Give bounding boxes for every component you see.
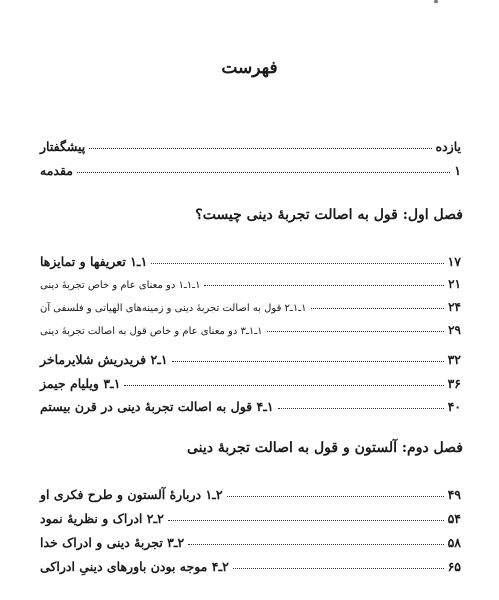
- dot-leader: [204, 284, 444, 286]
- entry-page: ۴۰: [447, 399, 461, 414]
- entry-label: ۲ـ۴ موجه بودن باورهای دینیِ ادراکی: [40, 559, 229, 574]
- dot-leader: [227, 495, 444, 497]
- chapter-heading[interactable]: فصل دوم: آلستون و قول به اصالت تجربهٔ دینی: [186, 440, 463, 456]
- dot-leader: [188, 543, 443, 545]
- entry-page: ۶۵: [447, 559, 461, 574]
- toc-entry[interactable]: [36, 556, 463, 574]
- entry-page: ۵۴: [447, 511, 461, 526]
- dot-leader: [311, 307, 445, 309]
- ink-speck: [434, 0, 438, 3]
- entry-page: ۳۲: [447, 352, 461, 367]
- entry-label: ۱ـ۱ـ۱ دو معنای عام و خاص تجربهٔ دینی: [40, 280, 201, 291]
- entry-label: مقدمه: [40, 163, 73, 178]
- dot-leader: [233, 567, 444, 569]
- entry-label: ۱ـ۱ـ۲ قول به اصالت تجربهٔ دینی و زمینه‌های الهیاتی و فلسفی آن: [40, 303, 307, 314]
- toc-entry[interactable]: [36, 508, 463, 526]
- dot-leader: [278, 407, 444, 409]
- entry-page: ۲۴: [448, 300, 461, 314]
- entry-page: یازده: [435, 139, 461, 154]
- entry-label: ۲ـ۲ ادراک و نظریهٔ نمود: [40, 511, 164, 526]
- toc-entry[interactable]: [36, 373, 463, 391]
- toc-entry[interactable]: [36, 273, 463, 291]
- entry-page: ۲۱: [448, 277, 461, 291]
- entry-page: ۵۸: [447, 535, 461, 550]
- toc-entry[interactable]: [36, 532, 463, 550]
- toc-entry-preface[interactable]: [36, 136, 463, 154]
- dot-leader: [89, 147, 431, 149]
- entry-page: ۱۷: [447, 254, 461, 269]
- toc-entry[interactable]: [36, 484, 463, 502]
- entry-label: ۲ـ۱ دربارهٔ آلستون و طرح فکری او: [40, 487, 223, 502]
- dot-leader: [267, 330, 445, 332]
- entry-label: ۲ـ۳ تجربهٔ دینی و ادراک خدا: [40, 535, 185, 550]
- entry-label: ۱ـ۳ ویلیام جیمز: [40, 376, 121, 391]
- toc-entry[interactable]: [36, 396, 463, 414]
- entry-page: ۳۶: [447, 376, 461, 391]
- dot-leader: [168, 519, 444, 521]
- entry-label: پیشگفتار: [40, 139, 86, 154]
- dot-leader: [151, 262, 443, 264]
- chapter-heading[interactable]: فصل اول: قول به اصالت تجربهٔ دینی چیست؟: [195, 207, 463, 223]
- entry-page: ۱: [454, 163, 461, 178]
- entry-page: ۲۹: [448, 323, 461, 337]
- toc-entry[interactable]: [36, 319, 463, 337]
- dot-leader: [77, 171, 450, 173]
- toc-entry[interactable]: [36, 296, 463, 314]
- toc-entry[interactable]: [36, 349, 463, 367]
- toc-entry-introduction[interactable]: [36, 160, 463, 178]
- dot-leader: [172, 360, 444, 362]
- dot-leader: [124, 384, 443, 386]
- entry-label: ۱ـ۲ فریدریش شلایرماخر: [40, 352, 168, 367]
- entry-label: ۱ـ۴ قول به اصالت تجربهٔ دینی در قرن بیستم: [40, 399, 274, 414]
- toc-entry[interactable]: [36, 251, 463, 269]
- entry-label: ۱ـ۱ تعریفها و تمایزها: [40, 254, 148, 269]
- entry-label: ۱ـ۱ـ۳ دو معنای عام و خاص قول به اصالت تجربهٔ دینی: [40, 326, 263, 337]
- entry-page: ۴۹: [447, 487, 461, 502]
- page-title: فهرست: [221, 58, 278, 78]
